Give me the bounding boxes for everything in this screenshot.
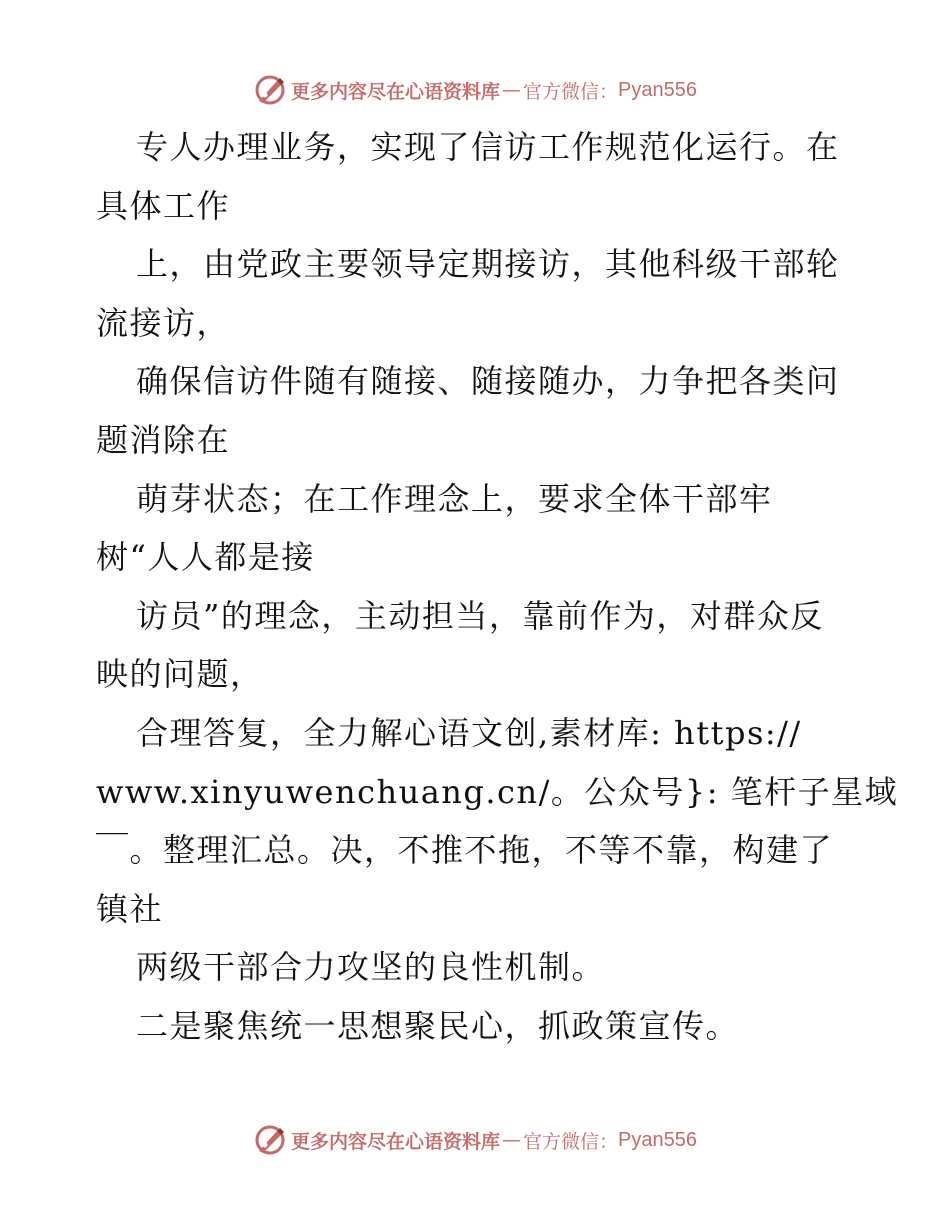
banner-wechat-label: 官方微信： <box>523 1130 619 1153</box>
text-line: 上，由党政主要领导定期接访，其他科级干部轮 <box>136 245 840 284</box>
text-line: 访员”的理念，主动担当，靠前作为，对群众反 <box>136 596 824 635</box>
banner-wechat-label: 官方微信： <box>523 80 619 103</box>
text-line: www.xinyuwenchuang.cn/。公众号}: 笔杆子星域 <box>96 772 899 811</box>
banner-wechat-id: Pyan556 <box>618 78 697 101</box>
pen-logo-icon <box>253 73 287 107</box>
banner-separator: — <box>502 79 522 101</box>
text-line: 流接访， <box>96 303 231 342</box>
text-line: 两级干部合力攻坚的良性机制。 <box>136 948 606 987</box>
text-line: 二是聚焦统一思想聚民心，抓政策宣传。 <box>136 1006 740 1045</box>
pen-logo-icon <box>253 1123 287 1157</box>
text-line: ￣。整理汇总。决，不推不拖，不等不靠，构建了 <box>96 831 834 870</box>
banner-site-text: 更多内容尽在心语资料库 <box>291 1130 501 1153</box>
document-body <box>96 118 899 1056</box>
text-line: 确保信访件随有随接、随接随办，力争把各类问 <box>136 362 840 401</box>
text-line: 题消除在 <box>96 420 231 459</box>
text-line: 萌芽状态；在工作理念上，要求全体干部牢 <box>136 479 773 518</box>
footer-banner <box>0 1120 950 1160</box>
text-line: 镇社 <box>96 889 164 928</box>
header-banner <box>0 70 950 110</box>
text-line: 合理答复，全力解心语文创,素材库: https:// <box>136 713 802 752</box>
banner-wechat-id: Pyan556 <box>618 1128 697 1151</box>
text-line: 树“人人都是接 <box>96 538 315 577</box>
text-line: 映的问题， <box>96 655 264 694</box>
banner-site-text: 更多内容尽在心语资料库 <box>291 80 501 103</box>
text-line: 专人办理业务，实现了信访工作规范化运行。在 <box>136 128 840 166</box>
text-line: 具体工作 <box>96 186 231 225</box>
banner-separator: — <box>502 1129 522 1151</box>
